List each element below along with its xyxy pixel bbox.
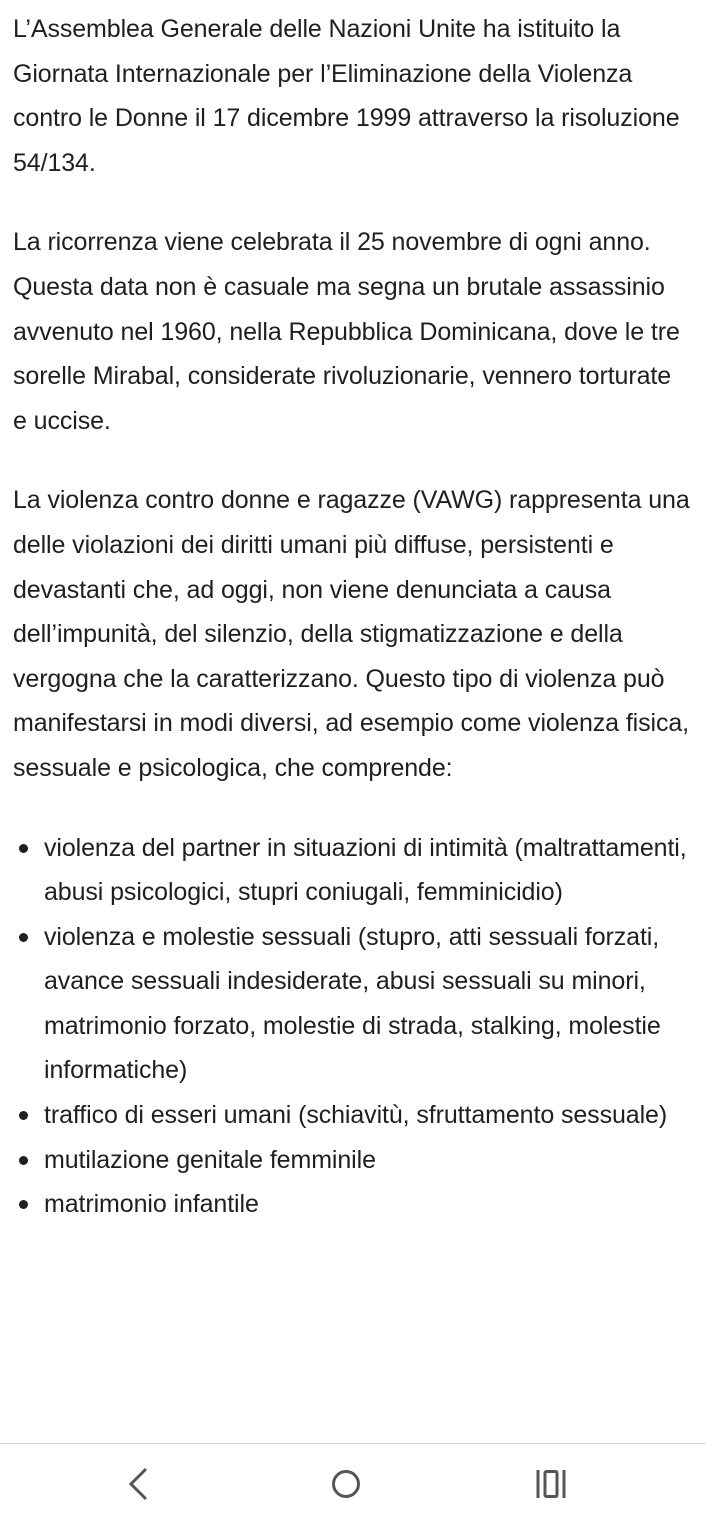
- bullet-icon: [19, 1111, 28, 1120]
- back-button[interactable]: [108, 1462, 168, 1506]
- bullet-icon: [19, 933, 28, 942]
- back-icon: [126, 1466, 150, 1502]
- article-paragraph: La ricorrenza viene celebrata il 25 novembre di ogni anno. Questa data non è casuale ma segna un brutale assassinio avvenuto nel 1960, nella Repubblica Dominicana, dove le tre sorelle Mirabal, considerate rivoluzionarie, vennero torturate e uccise.: [13, 228, 680, 435]
- recent-apps-icon: [534, 1467, 568, 1501]
- article-paragraph: L’Assemblea Generale delle Nazioni Unite ha istituito la Giornata Internazionale per l’Eliminazione della Violenza contro le Donne il 17 dicembre 1999 attraverso la risoluzione 54/134.: [13, 15, 680, 177]
- article-paragraph: La violenza contro donne e ragazze (VAWG) rappresenta una delle violazioni dei diritti umani più diffuse, persistenti e devastanti che, ad oggi, non viene denunciata a causa dell’impunità, del silenzio, della stigmatizzazione e della vergogna che la caratterizzano. Questo tipo di violenza può manifestarsi in modi diversi, ad esempio come violenza fisica, sessuale e psicologica, che comprende:: [13, 486, 690, 782]
- list-item-text: violenza e molestie sessuali (stupro, atti sessuali forzati, avance sessuali indesiderate, abusi sessuali su minori, matrimonio forzato, molestie di strada, stalking, molestie informatiche): [44, 922, 661, 1085]
- home-button[interactable]: [316, 1462, 376, 1506]
- list-item-text: violenza del partner in situazioni di intimità (maltrattamenti, abusi psicologici, stupri coniugali, femminicidio): [44, 833, 687, 907]
- system-navigation-bar: [0, 1444, 706, 1527]
- home-icon: [330, 1468, 362, 1500]
- list-item: [13, 1138, 691, 1183]
- violence-types-list: [13, 826, 691, 1227]
- bullet-icon: [19, 1156, 28, 1165]
- bullet-icon: [19, 1200, 28, 1209]
- bullet-icon: [19, 844, 28, 853]
- list-item-text: matrimonio infantile: [44, 1190, 259, 1219]
- article-content: [13, 7, 691, 1227]
- list-item: [13, 1093, 691, 1138]
- list-item: [13, 915, 691, 1093]
- list-item: [13, 1182, 691, 1227]
- list-item-text: traffico di esseri umani (schiavitù, sfruttamento sessuale): [44, 1101, 668, 1130]
- list-item-text: mutilazione genitale femminile: [44, 1145, 376, 1174]
- list-item: [13, 826, 691, 915]
- recent-apps-button[interactable]: [521, 1462, 581, 1506]
